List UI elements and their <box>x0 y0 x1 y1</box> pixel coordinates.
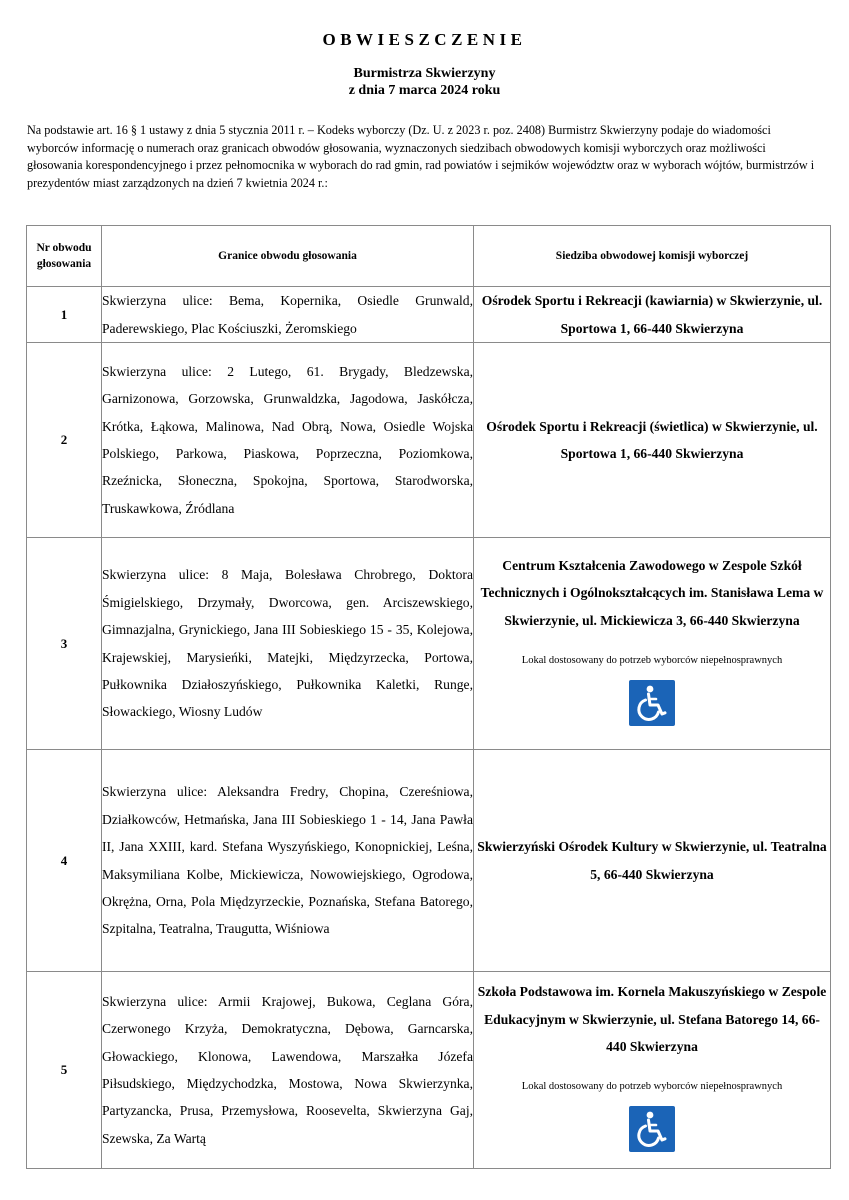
wheelchair-icon <box>629 680 675 726</box>
accessible-note: Lokal dostosowany do potrzeb wyborców niepełnosprawnych <box>521 1081 783 1093</box>
committee-seat: Ośrodek Sportu i Rekreacji (świetlica) w Skwierzynie, ul. Sportowa 1, 66-440 Skwierzyna <box>474 343 831 538</box>
table-header-row <box>27 226 831 287</box>
document-date: z dnia 7 marca 2024 roku <box>348 83 501 98</box>
districts-table <box>26 225 831 1169</box>
accessible-note: Lokal dostosowany do potrzeb wyborców niepełnosprawnych <box>521 654 783 666</box>
committee-seat: Szkoła Podstawowa im. Kornela Makuszyńskiego w Zespole Edukacyjnym w Skwierzynie, ul. Stefana Batorego 14, 66-440 Skwierzyna <box>477 984 827 1054</box>
intro-paragraph: Na podstawie art. 16 § 1 ustawy z dnia 5 stycznia 2011 r. – Kodeks wyborczy (Dz. U. z 2023 r. poz. 2408) Burmistrz Skwierzyny podaje do wiadomości wyborców informację o numerach oraz granicach obwodów głosowania, wyznaczonych siedzibach obwodowych komisji wyborczych oraz możliwości głosowania korespondencyjnego i przez pełnomocnika w wyborach do rad gmin, rad powiatów i sejmików województw oraz w wyborach wójtów, burmistrzów i prezydentów miast zarządzonych na dzień 7 kwietnia 2024 r.: <box>27 123 815 190</box>
header-district-number: Nr obwodu głosowania <box>27 226 102 287</box>
district-boundaries: Skwierzyna ulice: Bema, Kopernika, Osiedle Grunwald, Paderewskiego, Plac Kościuszki, Żeromskiego <box>102 287 474 343</box>
committee-seat: Centrum Kształcenia Zawodowego w Zespole Szkół Technicznych i Ogólnokształcących im. Stanisława Lema w Skwierzynie, ul. Mickiewicza 3, 66-440 Skwierzyna <box>480 557 824 628</box>
table-row <box>27 343 831 538</box>
committee-seat-cell <box>474 972 831 1169</box>
district-number: 1 <box>27 287 102 343</box>
district-number: 4 <box>27 750 102 972</box>
table-row <box>27 538 831 750</box>
committee-seat: Ośrodek Sportu i Rekreacji (kawiarnia) w Skwierzynie, ul. Sportowa 1, 66-440 Skwierzyna <box>474 287 831 343</box>
table-row <box>27 287 831 343</box>
document-issuer: Burmistrza Skwierzyny <box>353 66 496 81</box>
district-number: 2 <box>27 343 102 538</box>
header-district-boundaries: Granice obwodu głosowania <box>102 226 474 287</box>
district-number: 3 <box>27 538 102 750</box>
header-committee-seat: Siedziba obwodowej komisji wyborczej <box>474 226 831 287</box>
district-number: 5 <box>27 972 102 1169</box>
district-boundaries: Skwierzyna ulice: Aleksandra Fredry, Chopina, Czereśniowa, Działkowców, Hetmańska, Jana III Sobieskiego 1 - 14, Jana Pawła II, Jana XXIII, kard. Stefana Wyszyńskiego, Konopnickiej, Leśna, Maksymiliana Kolbe, Mickiewicza, Nowowiejskiego, Ogrodowa, Okrężna, Orna, Pola Międzyrzeckie, Poznańska, Stefana Batorego, Szpitalna, Teatralna, Traugutta, Wiśniowa <box>102 750 474 972</box>
committee-seat: Skwierzyński Ośrodek Kultury w Skwierzynie, ul. Teatralna 5, 66-440 Skwierzyna <box>474 750 831 972</box>
table-row <box>27 750 831 972</box>
table-row <box>27 972 831 1169</box>
district-boundaries: Skwierzyna ulice: Armii Krajowej, Bukowa, Ceglana Góra, Czerwonego Krzyża, Demokratyczna, Dębowa, Garncarska, Głowackiego, Klonowa, Lawendowa, Marszałka Józefa Piłsudskiego, Międzychodzka, Mostowa, Nowa Skwierzynka, Partyzancka, Prusa, Przemysłowa, Roosevelta, Skwierzyna Gaj, Szewska, Za Wartą <box>102 972 474 1169</box>
district-boundaries: Skwierzyna ulice: 2 Lutego, 61. Brygady, Bledzewska, Garnizonowa, Gorzowska, Grunwaldzka, Jagodowa, Jaskółcza, Krótka, Łąkowa, Malinowa, Nad Obrą, Nowa, Osiedle Wojska Polskiego, Parkowa, Piaskowa, Poprzeczna, Poziomkowa, Rzeźnicka, Słoneczna, Spokojna, Sportowa, Starodworska, Truskawkowa, Źródlana <box>102 343 474 538</box>
wheelchair-icon <box>629 1106 675 1152</box>
document-title: OBWIESZCZENIE <box>322 30 527 49</box>
committee-seat-cell <box>474 538 831 750</box>
district-boundaries: Skwierzyna ulice: 8 Maja, Bolesława Chrobrego, Doktora Śmigielskiego, Drzymały, Dworcowa, gen. Arciszewskiego, Gimnazjalna, Grynickiego, Jana III Sobieskiego 15 - 35, Kolejowa, Krajewskiej, Marysieńki, Matejki, Międzyrzecka, Portowa, Pułkownika Działoszyńskiego, Pułkownika Kaletki, Runge, Słowackiego, Wiosny Ludów <box>102 538 474 750</box>
